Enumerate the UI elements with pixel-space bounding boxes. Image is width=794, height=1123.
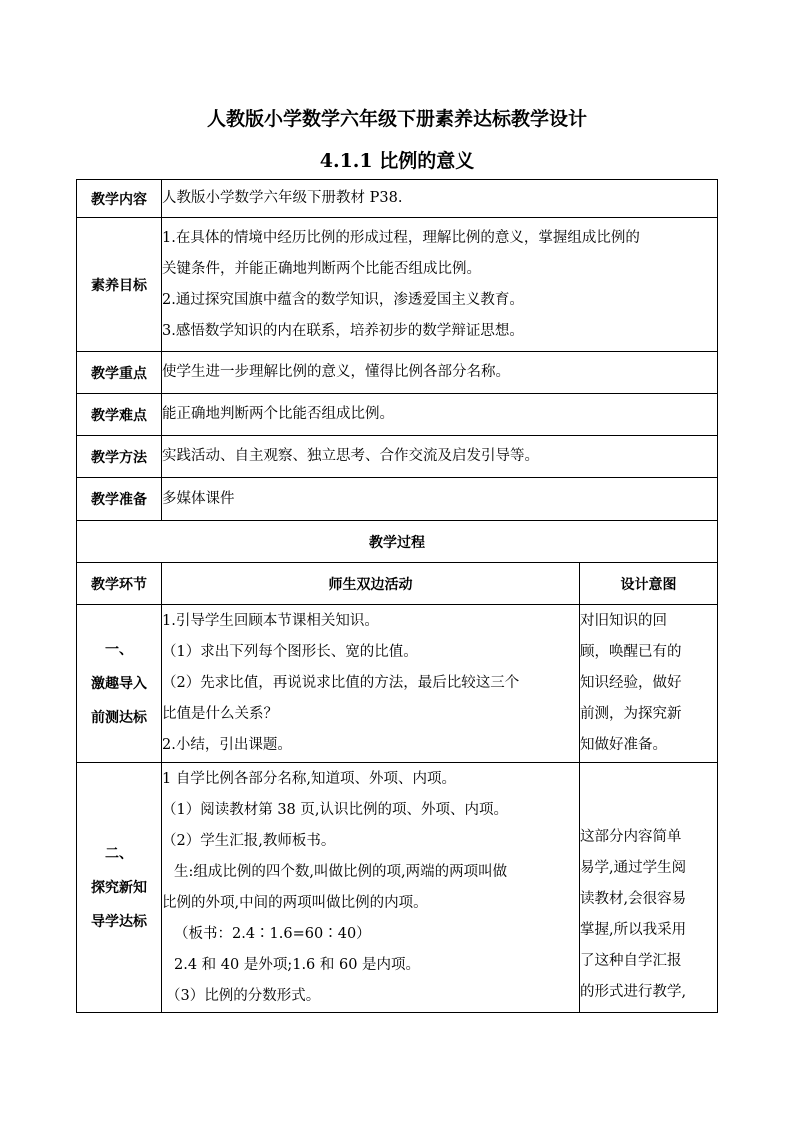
text-line: 生:组成比例的四个数,叫做比例的项,两端的两项叫做 [174,863,508,880]
stage-activity [162,763,580,1013]
header-intent: 设计意图 [580,563,718,605]
header-activity: 师生双边活动 [162,563,580,605]
text-line: 知识经验，做好 [580,675,682,691]
row-method [77,436,718,478]
process-title: 教学过程 [77,521,718,563]
text-line: 人教版小学数学六年级下册教材 P38. [162,190,403,206]
stage-row [77,763,718,1013]
document-title: 人教版小学数学六年级下册素养达标教学设计 [206,108,587,130]
row-label: 教学重点 [77,352,162,394]
lesson-plan-table [76,179,718,1013]
text-line: 读教材,会很容易 [580,891,687,907]
row-difficulty [77,394,718,436]
text-line: 对旧知识的回 [580,613,667,629]
row-value [162,478,718,521]
row-label: 教学内容 [77,180,162,218]
row-label: 教学准备 [77,478,162,521]
text-line: 2.小结，引出课题。 [162,737,292,753]
text-line: 易学,通过学生阅 [580,860,687,876]
text-line: 掌握,所以我采用 [580,922,687,938]
text-line: （1）阅读教材第 38 页,认识比例的项、外项、内项。 [162,801,509,818]
text-line: （1）求出下列每个图形长、宽的比值。 [162,644,418,660]
text-line: 2.4 和 40 是外项;1.6 和 60 是内项。 [174,956,421,973]
text-line: 前测，为探究新 [580,706,682,722]
stage-number: 二、 [105,845,133,862]
row-label: 教学方法 [77,436,162,478]
text-line: 顾，唤醒已有的 [580,644,682,660]
row-preparation [77,478,718,521]
row-value [162,352,718,394]
text-line: （3）比例的分数形式。 [166,987,321,1004]
stage-intent [580,763,718,1013]
text-line: 1.在具体的情境中经历比例的形成过程，理解比例的意义，掌握组成比例的 [162,229,640,246]
text-line: 关键条件，并能正确地判断两个比能否组成比例。 [162,260,481,277]
row-value [162,394,718,436]
stage-row [77,605,718,763]
text-line: 1 自学比例各部分名称,知道项、外项、内项。 [162,770,456,787]
row-content [77,180,718,218]
row-value [162,218,718,352]
stage-title-line: 前测达标 [91,709,147,726]
text-line: 2.通过探究国旗中蕴含的数学知识，渗透爱国主义教育。 [162,291,524,308]
process-header-row [77,563,718,605]
row-value [162,436,718,478]
stage-intent [580,605,718,763]
text-line: 使学生进一步理解比例的意义，懂得比例各部分名称。 [162,364,510,380]
stage-activity [162,605,580,763]
stage-title-line: 激趣导入 [91,675,147,692]
row-label: 素养目标 [77,218,162,352]
row-goals [77,218,718,352]
text-line: 实践活动、自主观察、独立思考、合作交流及启发引导等。 [162,448,539,464]
row-label: 教学难点 [77,394,162,436]
text-line: 多媒体课件 [162,490,235,507]
text-line: （2）先求比值，再说说求比值的方法，最后比较这三个 [162,675,520,691]
header-stage: 教学环节 [77,563,162,605]
text-line: 比例的外项,中间的两项叫做比例的内项。 [162,894,428,911]
text-line: 这部分内容简单 [580,829,682,845]
stage-name [77,605,162,763]
stage-title-line: 探究新知 [91,879,147,896]
text-line: 的形式进行教学, [580,984,687,1000]
text-line: 能正确地判断两个比能否组成比例。 [162,406,394,422]
text-line: 知做好准备。 [580,737,667,753]
text-line: 3.感悟数学知识的内在联系，培养初步的数学辩证思想。 [162,322,524,339]
process-title-row [77,521,718,563]
stage-title-line: 导学达标 [91,913,147,930]
text-line: （2）学生汇报,教师板书。 [162,832,336,849]
text-line: 比值是什么关系？ [162,706,278,722]
row-key-point [77,352,718,394]
stage-number: 一、 [105,641,133,658]
text-line: 1.引导学生回顾本节课相关知识。 [162,613,379,629]
stage-name [77,763,162,1013]
text-line: （板书：2.4∶1.6=60∶40） [174,925,371,942]
text-line: 了这种自学汇报 [580,953,682,969]
row-value [162,180,718,218]
document-subtitle: 4.1.1 比例的意义 [319,150,475,172]
